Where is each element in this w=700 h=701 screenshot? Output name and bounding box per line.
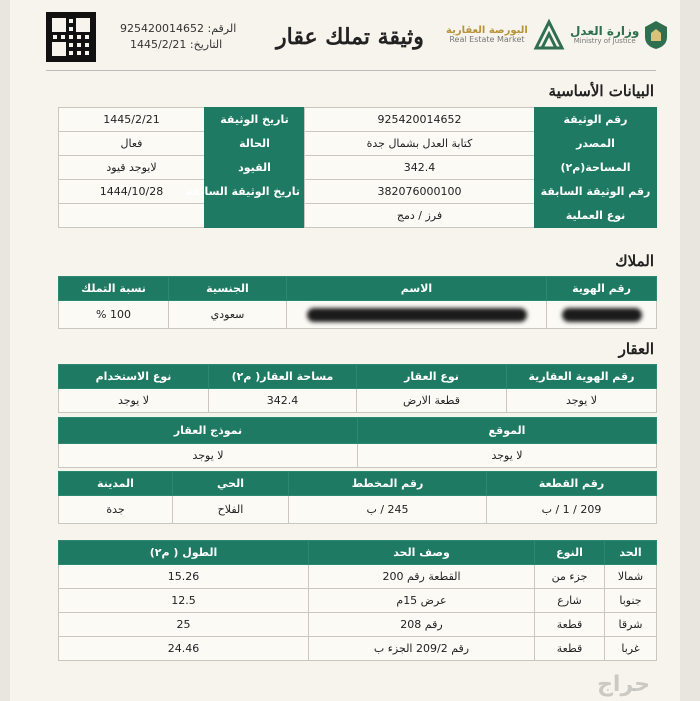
property-table-1 (58, 364, 657, 413)
table-row: سعودي 100 % (59, 301, 657, 329)
redacted-id (547, 301, 657, 329)
page-title: وثيقة تملك عقار (276, 24, 424, 50)
table-row: نوع العملية فرز / دمج (59, 204, 657, 228)
table-row: رقم الوثيقة السابقة 382076000100 تاريخ الوثيقة السابقة 1444/10/28 (59, 180, 657, 204)
table-row: رقم الوثيقة 925420014652 تاريخ الوثيقة 1445/2/21 (59, 108, 657, 132)
doc-number-line: الرقم: 925420014652 (120, 22, 237, 35)
deed-page (10, 0, 680, 701)
watermark: حراج (597, 672, 650, 697)
header (10, 0, 680, 74)
basic-section-title: البيانات الأساسية (548, 82, 654, 100)
header-divider (46, 70, 656, 71)
bounds-table (58, 540, 657, 661)
table-row: لا يوجد لا يوجد (59, 444, 657, 468)
table-row: شرقا قطعة رقم 208 25 (59, 613, 657, 637)
doc-number: 925420014652 (120, 22, 204, 35)
real-estate-market-logo: البورصة العقارية Real Estate Market (446, 18, 566, 52)
table-header-row: رقم القطعة رقم المخطط الحي المدينة (59, 472, 657, 496)
qr-code (46, 12, 96, 62)
table-row: 209 / 1 / ب 245 / ب الفلاح جدة (59, 496, 657, 524)
buildings-icon (532, 18, 566, 52)
table-header-row: الموقع نموذج العقار (59, 418, 657, 444)
ministry-of-justice-logo: وزارة العدل Ministry of Justice (570, 18, 669, 52)
table-row: شمالا جزء من القطعة رقم 200 15.26 (59, 565, 657, 589)
owners-table (58, 276, 657, 329)
table-row: غربا قطعة رقم 209/2 الجزء ب 24.46 (59, 637, 657, 661)
table-header-row: رقم الهوية الاسم الجنسية نسبة التملك (59, 277, 657, 301)
table-header-row: الحد النوع وصف الحد الطول ( م٢) (59, 541, 657, 565)
ministry-emblem-icon (643, 19, 669, 51)
property-table-2 (58, 417, 657, 468)
table-header-row: رقم الهوية العقارية نوع العقار مساحة العقار( م٢) نوع الاستخدام (59, 365, 657, 389)
doc-date: 1445/2/21 (130, 38, 187, 51)
basic-table (58, 107, 657, 228)
doc-date-line: التاريخ: 1445/2/21 (130, 38, 223, 51)
table-row: جنوبا شارع عرض 15م 12.5 (59, 589, 657, 613)
table-row: المساحة(م٢) 342.4 القيود لايوجد قيود (59, 156, 657, 180)
owners-section-title: الملاك (615, 252, 654, 270)
property-table-3 (58, 471, 657, 524)
redacted-name (287, 301, 547, 329)
table-row: لا يوجد قطعة الارض 342.4 لا يوجد (59, 389, 657, 413)
property-section-title: العقار (618, 340, 654, 358)
table-row: المصدر كتابة العدل بشمال جدة الحالة فعال (59, 132, 657, 156)
